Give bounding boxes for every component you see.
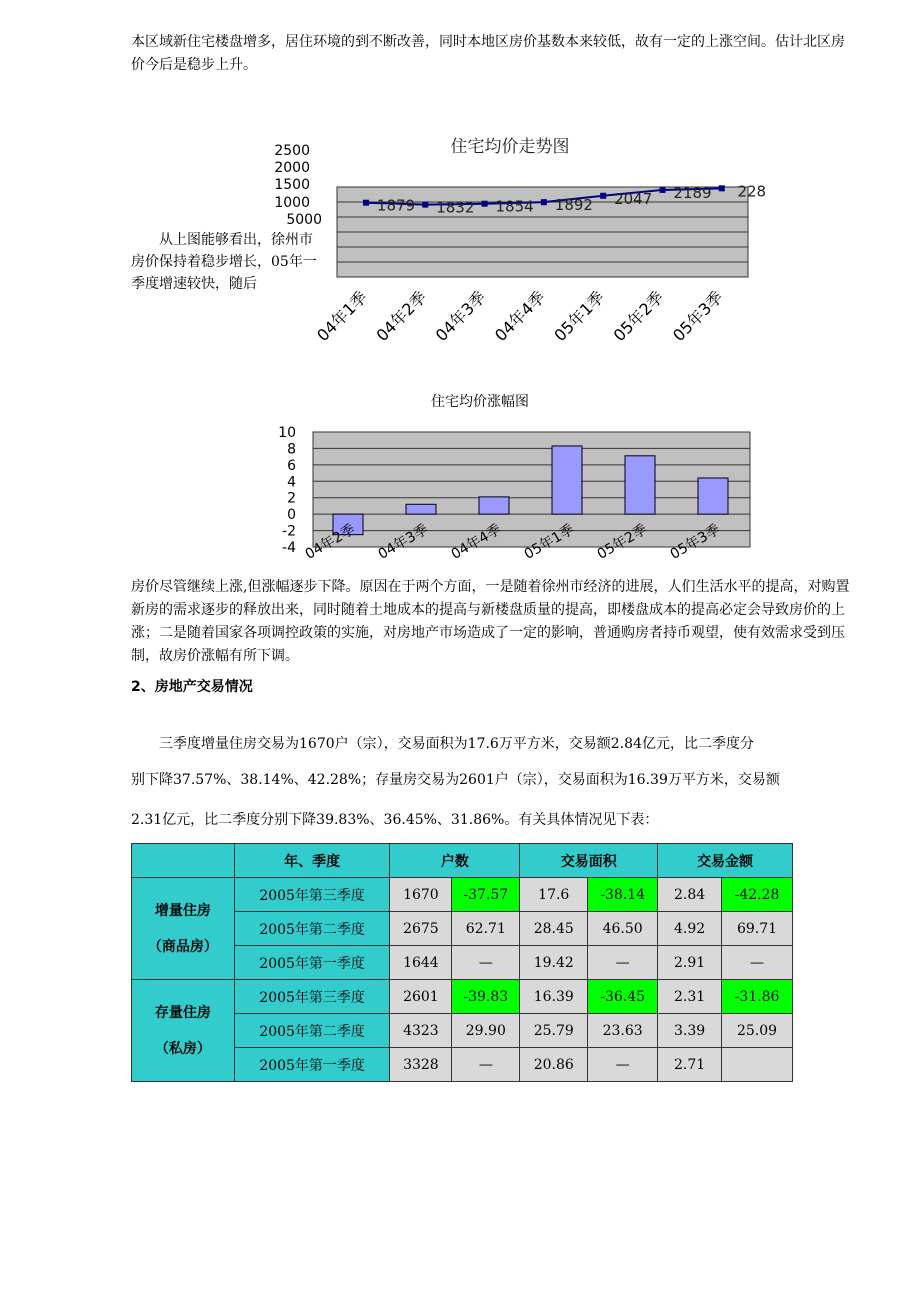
period-cell: 2005年第三季度 (234, 980, 390, 1014)
amount-change-cell: -42.28 (722, 878, 793, 912)
amount-change-cell: — (722, 946, 793, 980)
summary-line: 三季度增量住房交易为1670户（宗），交易面积为17.6万平方米，交易额2.84亿元，比二季度分 (159, 736, 754, 752)
chart1-x-tick: 05年3季 (668, 287, 727, 346)
header-households: 户数 (390, 844, 520, 878)
amount-cell: 2.31 (658, 980, 722, 1014)
chart1-point (422, 202, 428, 208)
area-cell: 25.79 (520, 1014, 588, 1048)
chart1-point (660, 187, 666, 193)
chart2-y-tick: 2 (287, 490, 296, 507)
area-cell: 20.86 (520, 1048, 588, 1082)
header-period: 年、季度 (234, 844, 390, 878)
chart2-y-tick: 0 (287, 507, 296, 524)
area-change-cell: 23.63 (588, 1014, 658, 1048)
analysis-paragraph: 房价尽管继续上涨,但涨幅逐步下降。原因在于两个方面，一是随着徐州市经济的进展，人们生活水平的提高，对购置新房的需求逐步的释放出来，同时随着土地成本的提高与新楼盘质量的提高，即楼盘成本的提高必定会导致房价的上涨；二是随着国家各项调控政策的实施，对房地产市场造成了一定的影响，普通购房者持币观望，使有效需求受到压制，故房价涨幅有所下调。 (131, 579, 850, 664)
table-row (132, 878, 793, 912)
header-area: 交易面积 (520, 844, 658, 878)
intro-paragraph: 本区域新住宅楼盘增多，居住环境的到不断改善，同时本地区房价基数本来较低，故有一定的上涨空间。估计北区房价今后是稳步上升。 (131, 34, 845, 73)
area-cell: 16.39 (520, 980, 588, 1014)
chart1-y-tick: 1000 (274, 195, 310, 211)
amount-cell: 2.84 (658, 878, 722, 912)
chart1-x-tick: 05年2季 (609, 287, 668, 346)
chart2-bar (479, 497, 509, 514)
chart2-y-axis (278, 425, 296, 556)
chart2-y-tick: -4 (282, 540, 296, 556)
chart2-title: 住宅均价涨幅图 (431, 394, 529, 410)
chart2-x-tick: 05年2季 (594, 521, 650, 563)
chart2-y-tick: 10 (278, 425, 296, 441)
chart2-y-tick: 4 (287, 474, 296, 491)
chart1-x-tick: 04年1季 (313, 287, 371, 346)
chart1-data-label: 1854 (495, 197, 534, 216)
chart1-y-tick: 2000 (274, 160, 310, 176)
period-cell: 2005年第一季度 (234, 946, 390, 980)
chart1-x-tick: 05年1季 (550, 287, 609, 346)
amount-cell: 2.71 (658, 1048, 722, 1082)
chart1-data-label: 1832 (436, 198, 475, 217)
chart1-data-label: 2189 (673, 183, 712, 202)
area-change-cell: — (588, 1048, 658, 1082)
summary-line: 2.31亿元，比二季度分别下降39.83%、36.45%、31.86%。有关具体情况见下表： (131, 812, 659, 828)
households-change-cell: 29.90 (452, 1014, 520, 1048)
households-cell: 2675 (390, 912, 452, 946)
area-change-cell: -36.45 (588, 980, 658, 1014)
section-heading: 2、房地产交易情况 (131, 679, 253, 695)
group-label-line: （商品房） (147, 938, 218, 955)
chart2-x-tick: 04年3季 (375, 521, 431, 563)
group-label-line: 增量住房 (154, 902, 211, 919)
households-change-cell: 62.71 (452, 912, 520, 946)
chart2-bar (698, 478, 728, 514)
area-change-cell: -38.14 (588, 878, 658, 912)
chart1-x-tick: 04年4季 (491, 287, 549, 346)
amount-change-cell: 25.09 (722, 1014, 793, 1048)
households-change-cell: — (452, 946, 520, 980)
chart1-x-axis (313, 287, 726, 345)
chart1-y-tick: 1500 (274, 177, 310, 193)
chart1-caption: 从上图能够看出，徐州市房价保持着稳步增长，05年一季度增速较快，随后 (131, 232, 317, 292)
chart1-x-tick: 04年3季 (431, 287, 490, 346)
households-cell: 1644 (390, 946, 452, 980)
chart1-point (719, 185, 725, 191)
chart1-data-label: 1892 (554, 196, 593, 215)
chart2-bar (552, 446, 582, 514)
amount-cell: 3.39 (658, 1014, 722, 1048)
table-row (132, 980, 793, 1014)
chart2-y-tick: 6 (287, 457, 296, 474)
price-growth-chart (270, 420, 770, 580)
area-change-cell: 46.50 (588, 912, 658, 946)
header-corner (132, 844, 235, 878)
households-cell: 4323 (390, 1014, 452, 1048)
chart2-x-tick: 04年2季 (302, 521, 358, 563)
transaction-table (131, 843, 793, 1082)
chart1-y-tick: 5000 (286, 212, 322, 228)
chart1-y-tick: 2500 (274, 143, 310, 159)
amount-change-cell: -31.86 (722, 980, 793, 1014)
summary-line: 别下降37.57%、38.14%、42.28%；存量房交易为2601户（宗），交易面积为16.39万平方米，交易额 (131, 772, 780, 788)
chart2-plot-area (313, 432, 750, 547)
households-change-cell: -37.57 (452, 878, 520, 912)
chart2-bar (406, 504, 436, 514)
chart2-x-tick: 04年4季 (448, 521, 504, 563)
area-cell: 19.42 (520, 946, 588, 980)
group-label-new-housing (132, 878, 235, 980)
area-change-cell: — (588, 946, 658, 980)
price-trend-chart (270, 120, 770, 365)
amount-change-cell (722, 1048, 793, 1082)
chart1-data-label: 1879 (376, 196, 416, 215)
chart1-point (600, 193, 606, 199)
chart1-data-label: 228 (737, 182, 767, 201)
chart1-point (363, 200, 369, 206)
period-cell: 2005年第二季度 (234, 1014, 390, 1048)
chart1-title: 住宅均价走势图 (450, 137, 570, 157)
chart2-y-tick: -2 (282, 523, 296, 540)
area-cell: 28.45 (520, 912, 588, 946)
chart2-x-tick: 05年1季 (521, 521, 577, 563)
group-label-line: 存量住房 (154, 1004, 211, 1021)
households-cell: 1670 (390, 878, 452, 912)
chart2-x-tick: 05年3季 (667, 521, 723, 563)
area-cell: 17.6 (520, 878, 588, 912)
chart1-point (482, 201, 488, 207)
chart1-y-axis (274, 143, 322, 228)
chart2-y-tick: 8 (287, 441, 296, 458)
table-header-row (132, 844, 793, 878)
chart1-point (541, 199, 547, 205)
header-amount: 交易金额 (658, 844, 793, 878)
amount-cell: 2.91 (658, 946, 722, 980)
households-change-cell: — (452, 1048, 520, 1082)
households-change-cell: -39.83 (452, 980, 520, 1014)
households-cell: 3328 (390, 1048, 452, 1082)
chart1-data-label: 2047 (614, 189, 653, 208)
households-cell: 2601 (390, 980, 452, 1014)
chart2-bar (625, 456, 655, 514)
group-label-line: （私房） (154, 1040, 211, 1057)
period-cell: 2005年第三季度 (234, 878, 390, 912)
period-cell: 2005年第一季度 (234, 1048, 390, 1082)
amount-cell: 4.92 (658, 912, 722, 946)
chart1-x-tick: 04年2季 (372, 287, 431, 346)
amount-change-cell: 69.71 (722, 912, 793, 946)
group-label-existing-housing (132, 980, 235, 1082)
period-cell: 2005年第二季度 (234, 912, 390, 946)
